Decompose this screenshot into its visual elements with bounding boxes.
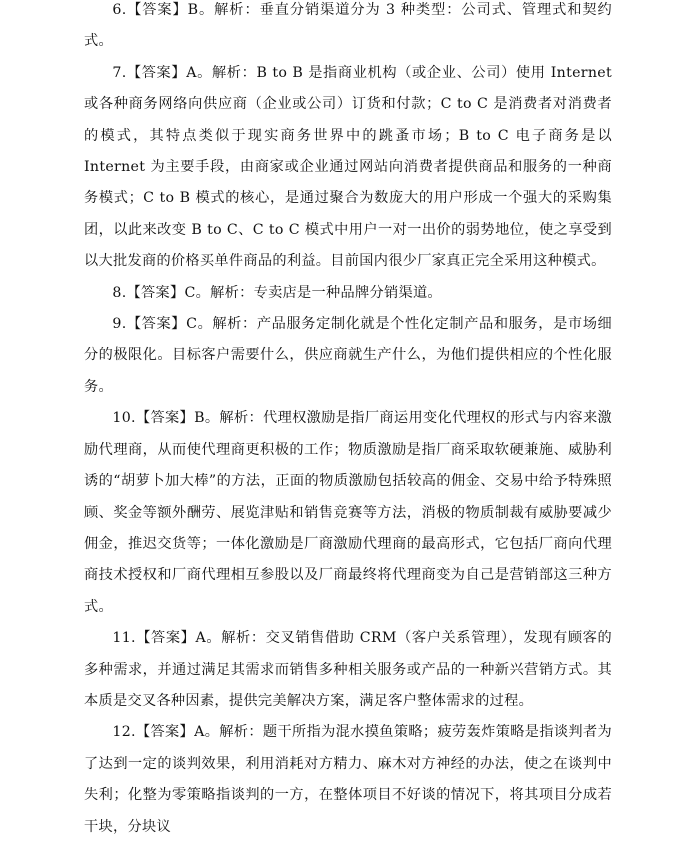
answer-paragraph-8: 8.【答案】C。解析：专卖店是一种品牌分销渠道。 — [112, 284, 442, 301]
answer-paragraph-7: 7.【答案】A。解析：B to B 是指商业机构（或企业、公司）使用 Internet 或各种商务网络向供应商（企业或公司）订货和付款；C to C 是消费者对消费者的模式，其特点类似于现实商务世界中的跳蚤市场；B to C 电子商务是以 Internet 为主要手段，由商家或企业通过网站向消费者提供商品和服务的一种商务模式；C to B 模式的核心，是通过聚合为数庞大的用户形成一个强大的采购集团，以此来改变 B to C、C to C 模式中用户一对一出价的弱势地位，使之享受到以大批发商的价格买单件商品的利益。目前国内很少厂家真正完全采用这种模式。 — [84, 64, 612, 270]
document-page — [84, 0, 612, 843]
answer-paragraph-12: 12.【答案】A。解析：题干所指为混水摸鱼策略；疲劳轰炸策略是指谈判者为了达到一定的谈判效果，利用消耗对方精力、麻木对方神经的办法，使之在谈判中失利；化整为零策略指谈判的一方，在整体项目不好谈的情况下，将其项目分成若干块，分块议 — [84, 724, 612, 835]
answer-paragraph-10: 10.【答案】B。解析：代理权激励是指厂商运用变化代理权的形式与内容来激励代理商，从而使代理商更积极的工作；物质激励是指厂商采取软硬兼施、威胁利诱的“胡萝卜加大棒”的方法，正面的物质激励包括较高的佣金、交易中给予特殊照顾、奖金等额外酬劳、展览津贴和销售竞赛等方法，消极的物质制裁有威胁要减少佣金，推迟交货等；一体化激励是厂商激励代理商的最高形式，它包括厂商向代理商技术授权和厂商代理相互参股以及厂商最终将代理商变为自己是营销部这三种方式。 — [84, 410, 612, 615]
answer-paragraph-11: 11.【答案】A。解析：交叉销售借助 CRM（客户关系管理），发现有顾客的多种需求，并通过满足其需求而销售多种相关服务或产品的一种新兴营销方式。其本质是交叉各种因素，提供完美解决方案，满足客户整体需求的过程。 — [84, 630, 612, 709]
answer-paragraph-9: 9.【答案】C。解析：产品服务定制化就是个性化定制产品和服务，是市场细分的极限化。目标客户需要什么，供应商就生产什么，为他们提供相应的个性化服务。 — [84, 316, 612, 395]
answer-paragraph-6: 6.【答案】B。解析：垂直分销渠道分为 3 种类型：公司式、管理式和契约式。 — [84, 2, 612, 50]
